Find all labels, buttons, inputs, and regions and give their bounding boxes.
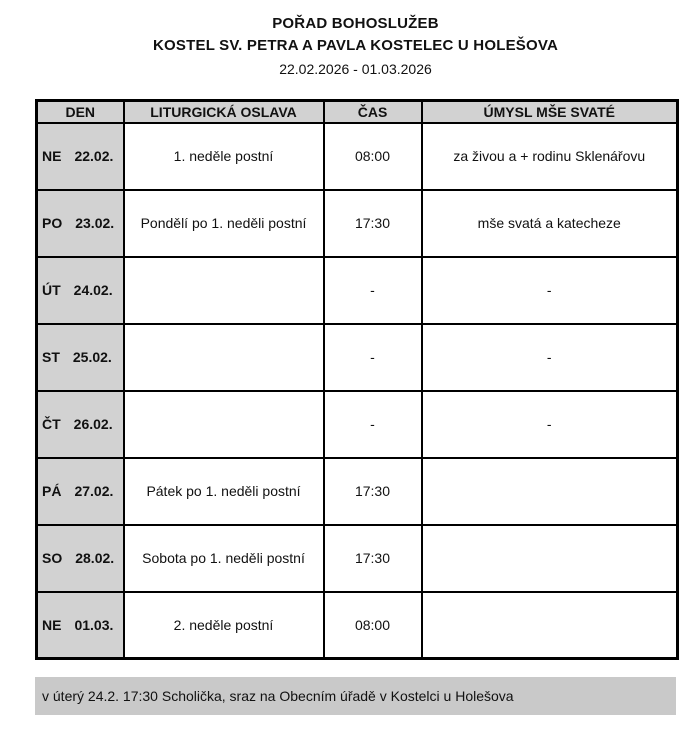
day-date: 01.03. <box>74 616 114 633</box>
celebration-cell <box>124 324 324 391</box>
intention-cell: - <box>422 257 678 324</box>
celebration-cell: Pondělí po 1. neděli postní <box>124 190 324 257</box>
intention-cell: - <box>422 324 678 391</box>
time-cell: 17:30 <box>324 190 422 257</box>
time-cell: - <box>324 257 422 324</box>
table-row <box>37 190 678 257</box>
celebration-cell: 2. neděle postní <box>124 592 324 659</box>
table-row <box>37 592 678 659</box>
time-cell: - <box>324 391 422 458</box>
intention-cell: mše svatá a katecheze <box>422 190 678 257</box>
day-cell <box>37 257 124 324</box>
table-row <box>37 391 678 458</box>
day-cell <box>37 391 124 458</box>
document-header <box>35 13 676 80</box>
celebration-cell: 1. neděle postní <box>124 123 324 190</box>
column-header-oslava: LITURGICKÁ OSLAVA <box>124 101 324 123</box>
intention-cell: - <box>422 391 678 458</box>
day-abbr: NE <box>42 148 62 164</box>
intention-cell <box>422 458 678 525</box>
time-cell: 08:00 <box>324 123 422 190</box>
table-row <box>37 458 678 525</box>
intention-cell <box>422 525 678 592</box>
day-cell <box>37 324 124 391</box>
day-cell <box>37 592 124 659</box>
time-cell: 17:30 <box>324 525 422 592</box>
schedule-table <box>35 99 679 660</box>
day-date: 24.02. <box>73 282 113 298</box>
table-row <box>37 123 678 190</box>
day-date: 26.02. <box>73 416 113 432</box>
celebration-cell: Pátek po 1. neděli postní <box>124 458 324 525</box>
intention-cell <box>422 592 678 659</box>
day-date: 23.02. <box>75 215 115 231</box>
page-title: POŘAD BOHOSLUŽEB <box>272 15 439 32</box>
day-date: 28.02. <box>75 550 115 566</box>
day-abbr: ST <box>42 349 60 365</box>
day-abbr: SO <box>42 550 63 566</box>
column-header-cas: ČAS <box>324 101 422 123</box>
day-date: 27.02. <box>74 483 114 499</box>
footer-note: v úterý 24.2. 17:30 Scholička, sraz na Obecním úřadě v Kostelci u Holešova <box>42 688 514 704</box>
celebration-cell <box>124 257 324 324</box>
day-cell <box>37 190 124 257</box>
content <box>35 13 676 715</box>
table-row <box>37 257 678 324</box>
time-cell: 08:00 <box>324 592 422 659</box>
day-date: 25.02. <box>72 349 112 365</box>
date-range: 22.02.2026 - 01.03.2026 <box>279 61 432 77</box>
column-header-den: DEN <box>37 101 124 123</box>
day-cell <box>37 525 124 592</box>
day-abbr: NE <box>42 616 62 633</box>
table-row <box>37 324 678 391</box>
footer-note-bar <box>35 677 676 715</box>
day-date: 22.02. <box>74 148 114 164</box>
day-abbr: PÁ <box>42 483 62 499</box>
day-cell <box>37 458 124 525</box>
intention-cell: za živou a + rodinu Sklenářovu <box>422 123 678 190</box>
celebration-cell <box>124 391 324 458</box>
time-cell: - <box>324 324 422 391</box>
day-cell <box>37 123 124 190</box>
celebration-cell: Sobota po 1. neděli postní <box>124 525 324 592</box>
day-abbr: PO <box>42 215 63 231</box>
table-header-row <box>37 101 678 123</box>
day-abbr: ČT <box>42 416 61 432</box>
column-header-umysl: ÚMYSL MŠE SVATÉ <box>422 101 678 123</box>
time-cell: 17:30 <box>324 458 422 525</box>
church-title: KOSTEL SV. PETRA A PAVLA KOSTELEC U HOLEŠOVA <box>153 37 558 54</box>
day-abbr: ÚT <box>42 282 61 298</box>
table-row <box>37 525 678 592</box>
